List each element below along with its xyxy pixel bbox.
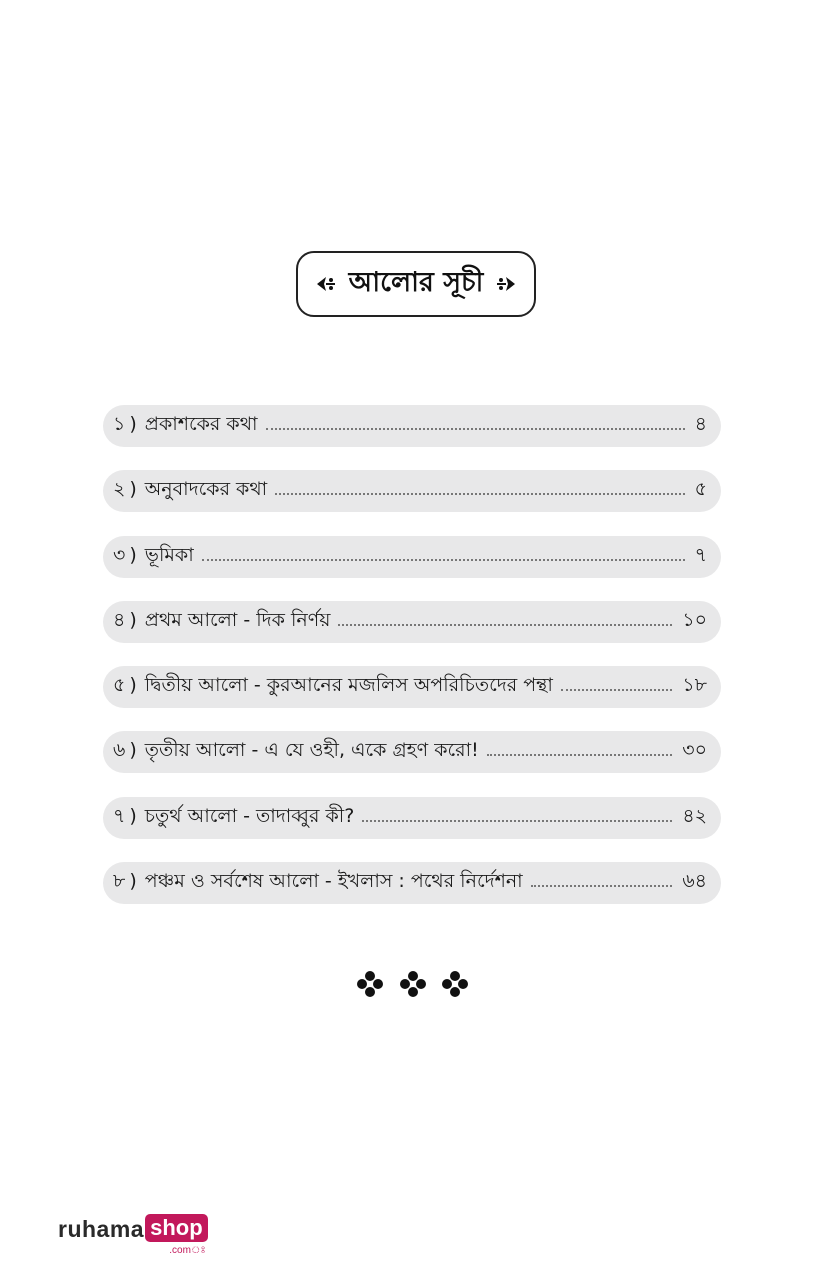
toc-entry-separator: ): [129, 739, 137, 762]
brand-logo: [58, 1214, 208, 1254]
floral-flourish-icon: [440, 969, 470, 999]
toc-entry-page: ১৮: [682, 674, 707, 697]
toc-entry[interactable]: [103, 601, 721, 643]
toc-entry-number: ৬: [113, 739, 126, 762]
toc-entry[interactable]: [103, 731, 721, 773]
dot-leader: [275, 493, 684, 495]
floral-flourish-icon: [398, 969, 428, 999]
toc-entry-separator: ): [129, 608, 137, 631]
toc-entry-number: ৮: [113, 870, 126, 893]
toc-entry-separator: ): [129, 804, 137, 827]
toc-entry-title: চতুর্থ আলো - তাদাব্বুর কী?: [144, 804, 355, 827]
toc-entry[interactable]: [103, 405, 721, 447]
toc-entry-title: ভূমিকা: [144, 543, 194, 566]
toc-entry-separator: ): [129, 413, 137, 435]
toc-entry-title: পঞ্চম ও সর্বশেষ আলো - ইখলাস : পথের নির্দেশনা: [144, 870, 523, 893]
dot-leader: [266, 428, 685, 430]
dot-leader: [362, 820, 672, 822]
toc-entry-page: ৪: [694, 413, 707, 435]
toc-entry-separator: ): [129, 870, 137, 893]
toc-entry-separator: ): [129, 674, 137, 697]
toc-entry-number: ৩: [113, 543, 126, 566]
toc-entry-title: প্রথম আলো - দিক নির্ণয়: [144, 608, 331, 631]
toc-entry-number: ৫: [113, 674, 126, 697]
floral-flourish-icon: [355, 969, 385, 999]
dot-leader: [487, 754, 673, 756]
toc-entry-number: ৭: [113, 804, 126, 827]
toc-entry-separator: ): [129, 543, 137, 566]
toc-entry-page: ৫: [694, 478, 707, 501]
toc-title-box: [296, 251, 536, 317]
toc-entry-page: ১০: [682, 608, 707, 631]
toc-entry-page: ৭: [694, 543, 707, 566]
toc-entry-separator: ): [129, 478, 137, 501]
page-title: আলোর সূচী: [348, 266, 484, 298]
toc-entry-title: প্রকাশকের কথা: [144, 413, 258, 435]
leaf-ornament-icon: [495, 273, 517, 295]
toc-entry[interactable]: [103, 470, 721, 512]
toc-entry-page: ৪২: [682, 804, 707, 827]
brand-shop-box: [145, 1214, 208, 1256]
toc-entry-number: ১: [113, 413, 126, 435]
toc-entry-title: দ্বিতীয় আলো - কুরআনের মজলিস অপরিচিতদের পন্থা: [144, 674, 553, 697]
dot-leader: [338, 624, 672, 626]
toc-entry[interactable]: [103, 797, 721, 839]
toc-entry-number: ২: [113, 478, 126, 501]
table-of-contents: [103, 405, 721, 927]
brand-name: ruhama: [58, 1216, 145, 1242]
toc-entry[interactable]: [103, 536, 721, 578]
toc-entry[interactable]: [103, 666, 721, 708]
toc-entry-page: ৬৪: [682, 870, 707, 893]
floral-flourish: [355, 969, 470, 999]
dot-leader: [561, 689, 672, 691]
toc-entry-title: অনুবাদকের কথা: [144, 478, 268, 501]
leaf-ornament-icon: [315, 273, 337, 295]
brand-domain: .comঃ: [169, 1245, 206, 1256]
dot-leader: [202, 559, 685, 561]
toc-entry[interactable]: [103, 862, 721, 904]
toc-entry-page: ৩০: [682, 739, 707, 762]
brand-shop-label: shop: [145, 1214, 208, 1242]
toc-entry-title: তৃতীয় আলো - এ যে ওহী, একে গ্রহণ করো!: [144, 739, 479, 762]
dot-leader: [531, 885, 673, 887]
toc-entry-number: ৪: [113, 608, 126, 631]
